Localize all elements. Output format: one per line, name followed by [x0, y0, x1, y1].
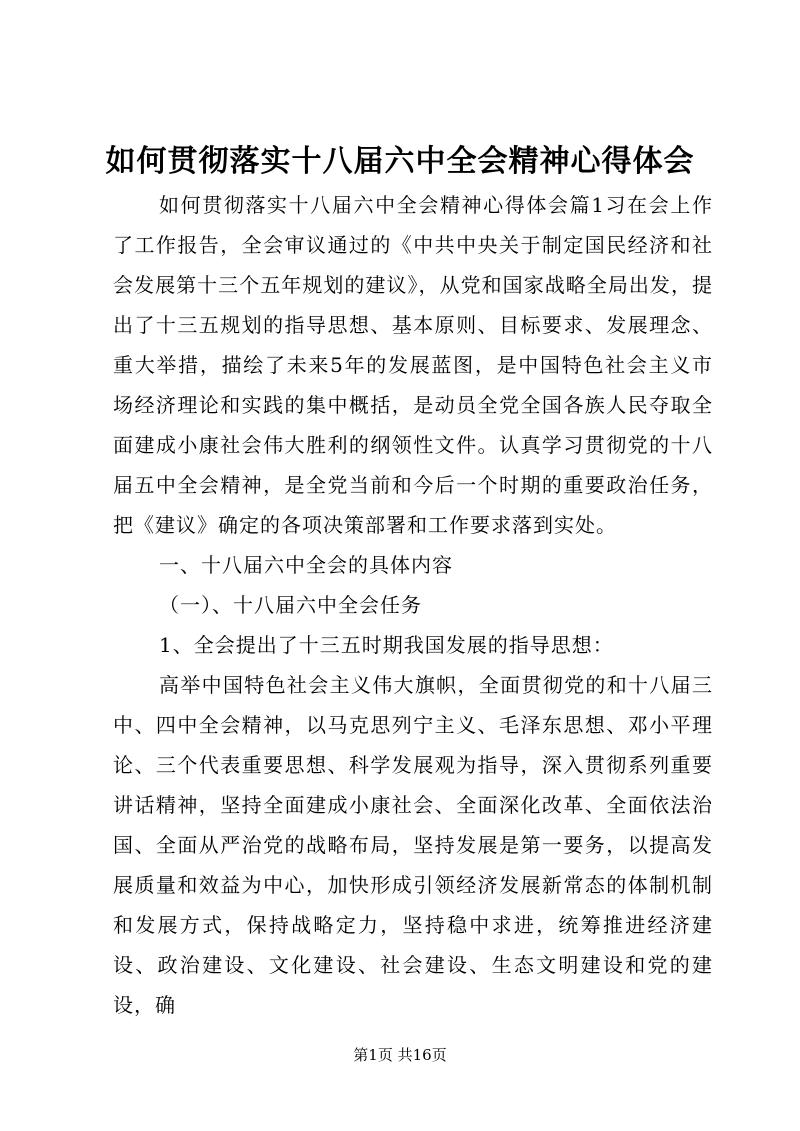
paragraph-guiding-thought: 高举中国特色社会主义伟大旗帜，全面贯彻党的和十八届三中、四中全会精神，以马克思列宁主义、毛泽东思想、邓小平理论、三个代表重要思想、科学发展观为指导，深入贯彻系列重要讲话精神，坚持全面建成小康社会、全面深化改革、全面依法治国、全面从严治党的战略布局，坚持发展是第一要务，以提高发展质量和效益为中心，加快形成引领经济发展新常态的体制机制和发展方式，保持战略定力，坚持稳中求进，统筹推进经济建设、政治建设、文化建设、社会建设、生态文明建设和党的建设，确: [113, 673, 713, 1017]
list-item-heading: 1、全会提出了十三五时期我国发展的指导思想：: [159, 633, 614, 657]
paragraph-intro: 如何贯彻落实十八届六中全会精神心得体会篇1习在会上作了工作报告，全会审议通过的《中共中央关于制定国民经济和社会发展第十三个五年规划的建议》，从党和国家战略全局出发，提出了十三五规划的指导思想、基本原则、目标要求、发展理念、重大举措，描绘了未来5年的发展蓝图，是中国特色社会主义市场经济理论和实践的集中概括，是动员全党全国各族人民夺取全面建成小康社会伟大胜利的纲领性文件。认真学习贯彻党的十八届五中全会精神，是全党当前和今后一个时期的重要政治任务，把《建议》确定的各项决策部署和工作要求落到实处。: [113, 193, 713, 537]
document-body: [113, 185, 713, 1025]
document-title: 如何贯彻落实十八届六中全会精神心得体会: [105, 144, 695, 179]
page-number-footer: 第1页 共16页: [353, 1046, 447, 1064]
section-heading-1: 一、十八届六中全会的具体内容: [159, 553, 453, 577]
subsection-heading: （一）、十八届六中全会任务: [159, 593, 422, 617]
